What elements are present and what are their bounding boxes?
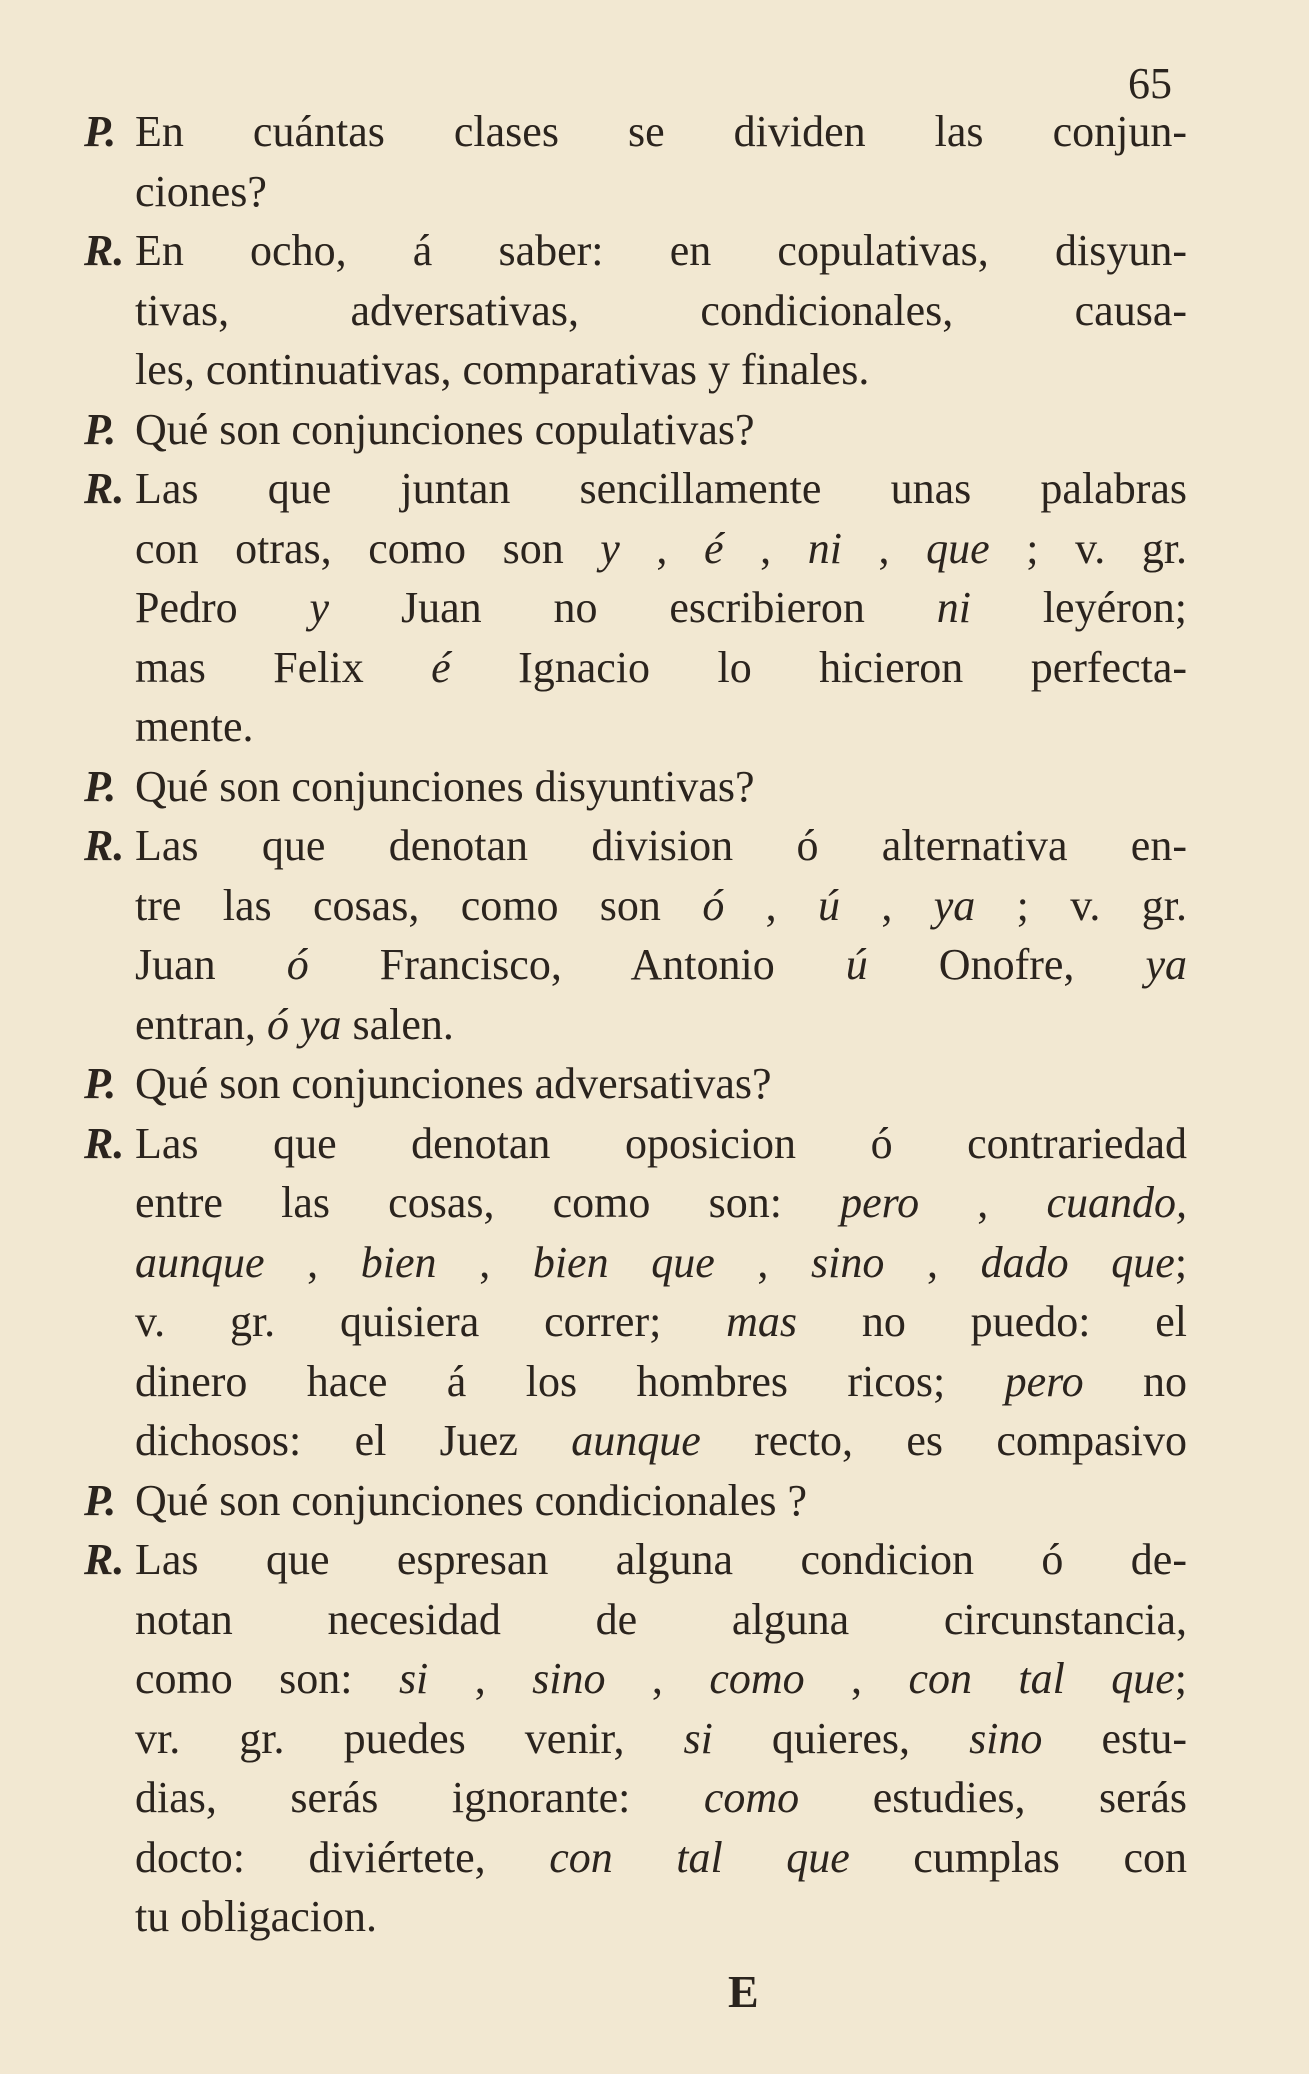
text-line [0,102,1309,162]
text-segment: docto: diviértete, [135,1832,550,1882]
italic-example: bien que [532,1237,715,1287]
text-segment: Qué son conjunciones adversativas? [135,1059,772,1108]
text-segment: , [264,1237,361,1287]
line-body [135,757,1187,817]
line-body [135,1292,1187,1352]
answer-marker: R. [84,1535,125,1584]
italic-example: aunque [571,1416,701,1465]
text-segment: , [714,1237,812,1287]
italic-example: con tal que [549,1832,850,1882]
text-segment: con otras, como son [135,523,601,573]
italic-example: y [600,523,620,573]
text-segment: Qué son conjunciones disyuntivas? [135,761,755,811]
text-segment: estu- [1042,1713,1188,1763]
text-line [0,1828,1309,1888]
text-segment: Juan no escribieron [329,583,937,632]
line-body [135,816,1187,876]
text-segment: ; [1174,1237,1188,1287]
question-marker: P. [84,1059,117,1108]
text-segment: ; [1174,1654,1188,1703]
text-segment: tre las cosas, como son [135,880,703,930]
text-line [0,1411,1309,1471]
line-body [135,459,1187,519]
line-body [135,1352,1187,1412]
italic-example: ni [936,583,971,632]
text-line [0,519,1309,579]
answer-marker: R. [84,821,125,870]
text-segment: como son: [135,1654,399,1703]
question-marker: P. [84,404,117,454]
line-body [135,340,1187,400]
text-segment: dias, serás ignorante: [135,1773,704,1822]
text-line [0,162,1309,222]
italic-example: aunque [135,1237,265,1287]
line-body [135,1233,1187,1293]
line-body [135,1649,1187,1709]
text-line [0,1768,1309,1828]
line-body [135,1887,1187,1947]
text-segment: Las que espresan alguna condicion ó de- [135,1535,1187,1584]
line-body [135,1768,1187,1828]
line-body [135,995,1187,1055]
line-body [135,1411,1187,1471]
signature-mark: E [728,1966,759,2017]
text-segment: ; v. gr. [989,523,1188,573]
text-segment: En ocho, á saber: en copulativas, disyun- [135,226,1187,275]
italic-example: si [398,1654,429,1703]
text-segment: Juan [135,940,287,989]
text-segment: v. gr. quisiera correr; [135,1297,727,1346]
italic-example: ya [933,880,976,930]
text-segment: no puedo: el [797,1297,1187,1346]
text-segment: , [428,1654,533,1703]
text-line [0,757,1309,817]
text-segment: , [840,880,934,930]
line-body [135,697,1187,757]
text-line [0,1352,1309,1412]
text-segment: Qué son conjunciones copulativas? [135,404,755,454]
italic-example: ó [286,940,309,989]
text-segment: , [919,1178,1047,1227]
text-line [0,1292,1309,1352]
italic-example: sino [532,1654,606,1703]
text-segment: vr. gr. puedes venir, [135,1713,684,1763]
italic-example: é [431,642,451,692]
italic-example: dado que [980,1237,1175,1287]
text-segment: mas Felix [135,642,432,692]
text-line [0,400,1309,460]
text-segment: entre las cosas, como son: [135,1178,841,1227]
text-segment: Pedro [135,583,310,632]
question-marker: P. [84,1475,117,1525]
text-segment: , [884,1237,981,1287]
italic-example: ó [702,880,725,930]
text-line [0,578,1309,638]
text-segment: , [804,1654,909,1703]
text-segment: ; v. gr. [975,880,1188,930]
text-segment: quieres, [712,1713,970,1763]
italic-example: é [704,523,724,573]
italic-example: bien [360,1237,437,1287]
text-segment: Las que denotan division ó alternativa en- [135,821,1187,870]
text-segment: tivas, adversativas, condicionales, causa- [135,285,1187,335]
italic-example: ó ya [266,999,342,1049]
answer-marker: R. [84,464,125,513]
line-body [135,281,1187,341]
text-segment: , [724,880,819,930]
text-line [0,638,1309,698]
text-segment: estudies, serás [799,1773,1187,1822]
line-body [135,221,1187,281]
italic-example: si [683,1713,713,1763]
line-body [135,102,1187,162]
text-segment: , [605,1654,710,1703]
text-segment: Onofre, [867,940,1146,989]
question-marker: P. [84,761,117,811]
text-line [0,281,1309,341]
text-line [0,1709,1309,1769]
text-line [0,697,1309,757]
text-segment: , [436,1237,533,1287]
text-segment: , [841,523,927,573]
text-segment: recto, es compasivo [700,1416,1187,1465]
answer-marker: R. [84,226,125,275]
line-body [135,1173,1187,1233]
italic-example: como [703,1773,800,1822]
text-line [0,1114,1309,1174]
line-body [135,638,1187,698]
text-line [0,816,1309,876]
text-segment: salen. [341,999,454,1049]
text-segment: les, continuativas, comparativas y finales. [135,345,870,394]
text-line [0,1590,1309,1650]
italic-example: que [926,523,990,573]
text-line [0,1471,1309,1531]
italic-example: pero [1004,1356,1084,1406]
text-segment: mente. [135,702,254,751]
text-segment: Qué son conjunciones condicionales ? [135,1475,808,1525]
text-segment: En cuántas clases se dividen las conjun- [135,107,1187,156]
line-body [135,578,1187,638]
text-segment: Ignacio lo hicieron perfecta- [450,642,1187,692]
italic-example: ni [807,523,842,573]
text-segment: Las que denotan oposicion ó contrariedad [135,1118,1187,1168]
text-segment: no [1083,1356,1188,1406]
text-segment: entran, [135,999,267,1049]
italic-example: cuando, [1046,1178,1188,1227]
italic-example: con tal que [908,1654,1175,1703]
text-segment: tu obligacion. [135,1892,377,1941]
text-segment: dinero hace á los hombres ricos; [135,1356,1005,1406]
text-line [0,459,1309,519]
italic-example: pero [840,1178,920,1227]
text-line [0,995,1309,1055]
text-line [0,1530,1309,1590]
italic-example: ú [818,880,841,930]
line-body [135,162,1187,222]
italic-example: mas [726,1297,798,1346]
question-marker: P. [84,107,117,156]
line-body [135,1054,1187,1114]
text-segment: Las que juntan sencillamente unas palabras [135,464,1187,513]
text-segment: leyéron; [970,583,1187,632]
line-body [135,1709,1187,1769]
text-segment: notan necesidad de alguna circunstancia, [135,1594,1187,1644]
text-segment: cumplas con [849,1832,1187,1882]
line-body [135,1471,1187,1531]
text-segment: , [723,523,808,573]
line-body [135,519,1187,579]
text-line [0,935,1309,995]
italic-example: ú [845,940,868,989]
answer-marker: R. [84,1118,125,1168]
italic-example: ya [1145,940,1188,989]
line-body [135,1530,1187,1590]
line-body [135,400,1187,460]
text-segment: Francisco, Antonio [308,940,846,989]
text-line [0,1649,1309,1709]
italic-example: sino [969,1713,1043,1763]
line-body [135,1828,1187,1888]
text-line [0,876,1309,936]
text-line [0,1887,1309,1947]
italic-example: como [709,1654,805,1703]
page-text [0,102,1309,1947]
text-line [0,1173,1309,1233]
text-line [0,1233,1309,1293]
line-body [135,935,1187,995]
italic-example: y [309,583,330,632]
text-segment: , [619,523,705,573]
text-line [0,340,1309,400]
text-line [0,1054,1309,1114]
italic-example: sino [811,1237,885,1287]
text-line [0,221,1309,281]
text-segment: dichosos: el Juez [135,1416,572,1465]
line-body [135,876,1187,936]
text-segment: ciones? [135,166,267,216]
page-number: 65 [1128,59,1172,108]
line-body [135,1590,1187,1650]
line-body [135,1114,1187,1174]
